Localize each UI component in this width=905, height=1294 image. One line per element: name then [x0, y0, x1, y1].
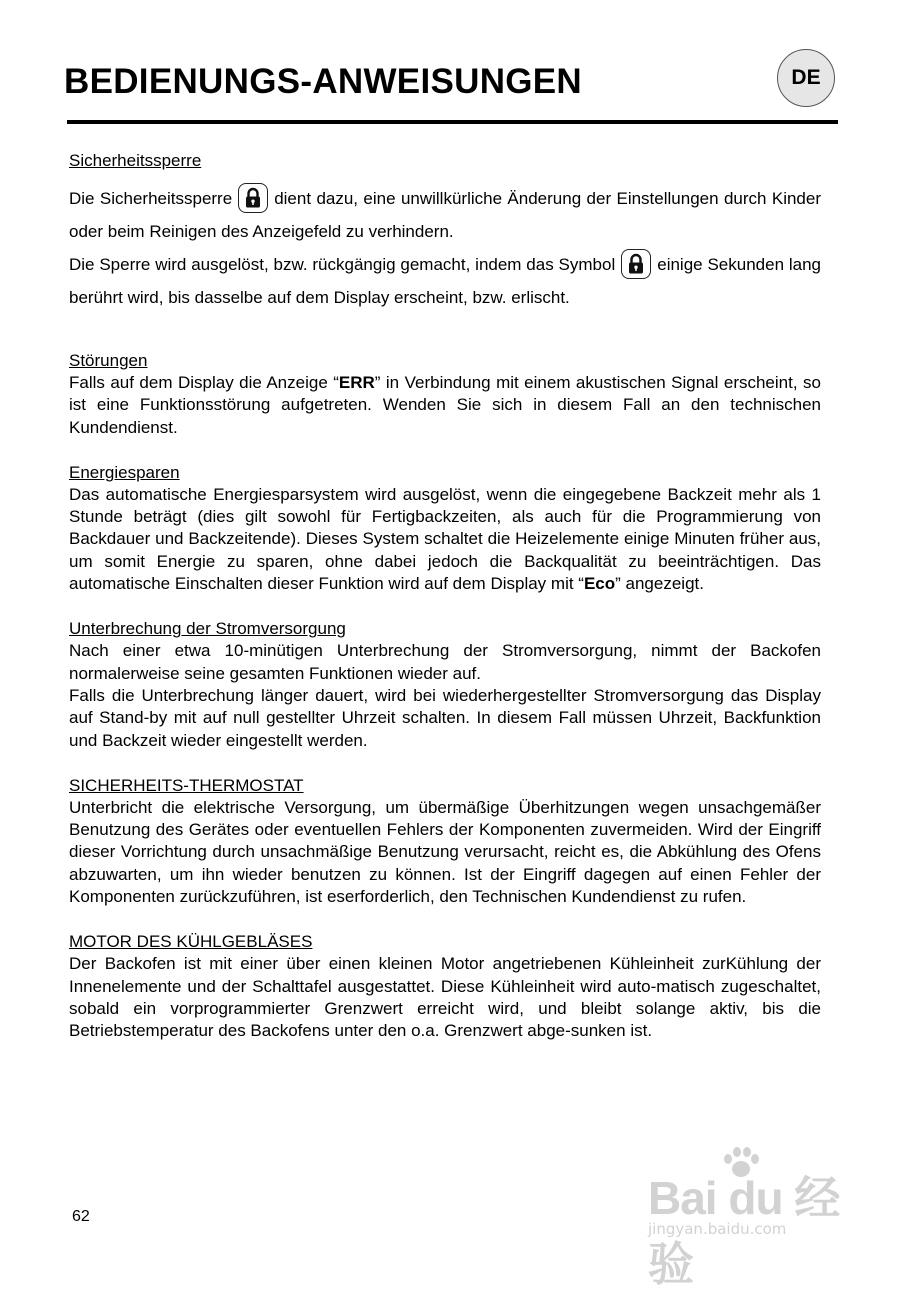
- page-title: BEDIENUNGS-ANWEISUNGEN: [64, 62, 583, 101]
- watermark-brand: Bai du 经验: [648, 1172, 840, 1290]
- watermark-url: jingyan.baidu.com: [648, 1220, 787, 1238]
- safety-lock-paragraph-2: [69, 248, 821, 314]
- faults-paragraph: Falls auf dem Display die Anzeige “ERR” in Verbindung mit einem akustischen Signal erscheint, so ist eine Funktionsstörung aufgetreten. Wenden Sie sich in diesem Fall an den technischen Kundendienst.: [69, 373, 821, 437]
- page-number: 62: [72, 1208, 90, 1225]
- err-code: ERR: [338, 373, 375, 392]
- cooling-fan-paragraph: Der Backofen ist mit einer über einen kleinen Motor angetriebenen Kühleinheit zurKühlung der Innenelemente und der Schalttafel ausgestattet. Diese Kühleinheit wird auto-matisch zugeschaltet, sobald ein vorprogrammierter Grenzwert erreicht wird, und bleibt solange aktiv, bis die Betriebstemperatur des Backofens unter den o.a. Grenzwert abge-sunken ist.: [69, 954, 821, 1041]
- section-title-energy-saving: Energiesparen: [69, 462, 180, 482]
- language-badge: DE: [777, 49, 835, 107]
- header-rule: [67, 120, 838, 124]
- energy-saving-paragraph: Das automatische Energiesparsystem wird ausgelöst, wenn die eingegebene Backzeit mehr als 1 Stunde beträgt (dies gilt sowohl für Fertigbackzeiten, als auch für die Programmierung von Backdauer und Backzeitende). Dieses System schaltet die Heizelemente einige Minuten früher aus, um somit Energie zu sparen, ohne dabei jedoch die Backqualität zu beeinträchtigen. Das automatische Einschalten dieser Funktion wird auf dem Display mit “Eco” angezeigt.: [69, 484, 821, 594]
- section-title-safety-thermostat: SICHERHEITS-THERMOSTAT: [69, 775, 304, 795]
- baidu-watermark: [640, 1148, 840, 1290]
- eco-code: Eco: [583, 574, 616, 594]
- section-title-safety-lock: Sicherheitssperre: [69, 151, 202, 170]
- lock-icon: [238, 183, 268, 213]
- safety-thermostat-paragraph: Unterbricht die elektrische Versorgung, um übermäßige Überhitzungen wegen unsachgemäßer Benutzung des Gerätes oder eventuellen Fehlers der Komponenten zuvermeiden. Wird der Eingriff dieser Vorrichtung durch unsachmäßige Benutzung verursacht, reicht es, die Abkühlung des Ofens abzuwarten, um ihn wieder benutzen zu können. Ist der Eingriff dagegen auf einen Fehler der Komponenten zurückzuführen, ist eserforderlich, den Technischen Kundendienst zu rufen.: [69, 797, 821, 907]
- lock-icon: [621, 249, 651, 279]
- safety-lock-text-1b: dient dazu, eine unwillkürliche Änderung der Einstellungen durch Kinder oder beim Reinigen des Anzeigefeld zu verhindern.: [69, 189, 822, 241]
- power-interruption-paragraph-1: Nach einer etwa 10-minütigen Unterbrechung der Stromversorgung, nimmt der Backofen normalerweise seine gesamten Funktionen wieder auf.: [69, 641, 821, 683]
- section-power-interruption: [69, 618, 821, 751]
- power-interruption-paragraph-2: Falls die Unterbrechung länger dauert, wird bei wiederhergestellter Stromversorgung das Display auf Stand-by mit auf null gestellter Uhrzeit schalten. In diesem Fall müssen Uhrzeit, Backfunktion und Backzeit wieder eingestellt werden.: [69, 685, 821, 750]
- safety-lock-text-1a: Die Sicherheitssperre: [69, 189, 233, 208]
- section-title-cooling-fan: MOTOR DES KÜHLGEBLÄSES: [69, 932, 313, 952]
- safety-lock-paragraph-1: [69, 182, 821, 248]
- section-title-power-interruption: Unterbrechung der Stromversorgung: [69, 619, 346, 639]
- section-cooling-fan: [69, 931, 821, 1042]
- section-title-faults: Störungen: [69, 351, 148, 370]
- section-safety-lock: [69, 150, 821, 314]
- safety-lock-text-2b: einige Sekunden lang berührt wird, bis dasselbe auf dem Display erscheint, bzw. erlischt.: [69, 255, 822, 307]
- section-energy-saving: [69, 462, 821, 595]
- safety-lock-text-2a: Die Sperre wird ausgelöst, bzw. rückgängig gemacht, indem das Symbol: [69, 255, 616, 274]
- document-body: [69, 150, 821, 1043]
- section-faults: [69, 350, 821, 439]
- section-safety-thermostat: [69, 775, 821, 908]
